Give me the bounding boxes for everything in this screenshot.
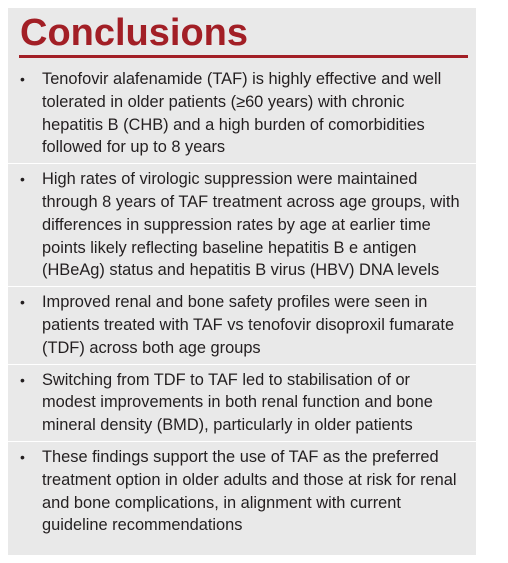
- conclusion-item-2: [8, 164, 476, 287]
- conclusion-item-3: [8, 287, 476, 364]
- bullet-icon: •: [20, 448, 25, 465]
- conclusion-item-4: [8, 365, 476, 442]
- conclusion-item-1: [8, 68, 476, 164]
- bullet-icon: •: [20, 371, 25, 388]
- section-title: Conclusions: [20, 12, 249, 54]
- conclusions-list: [8, 68, 476, 537]
- bullet-icon: •: [20, 171, 25, 188]
- conclusion-text: Tenofovir alafenamide (TAF) is highly effective and well tolerated in older patients (≥60 years) with chronic hepatitis B (CHB) and a high burden of comorbidities followed for up to 8 years: [42, 70, 442, 157]
- conclusions-panel: [8, 8, 476, 555]
- conclusion-text: These findings support the use of TAF as the preferred treatment option in older adults and those at risk for renal and bone complications, in alignment with current guideline recommendations: [42, 447, 457, 535]
- conclusion-text: Switching from TDF to TAF led to stabilisation of or modest improvements in both renal function and bone mineral density (BMD), particularly in older patients: [42, 370, 433, 435]
- bullet-icon: •: [20, 294, 25, 311]
- bullet-icon: •: [20, 71, 25, 87]
- title-divider: [19, 55, 468, 58]
- conclusion-text: High rates of virologic suppression were maintained through 8 years of TAF treatment across age groups, with differences in suppression rates by age at earlier time points likely reflecting baseline hepatitis B e antigen (HBeAg) status and hepatitis B virus (HBV) DNA levels: [42, 170, 460, 280]
- conclusion-item-5: [8, 442, 476, 537]
- conclusion-text: Improved renal and bone safety profiles were seen in patients treated with TAF vs tenofovir disoproxil fumarate (TDF) across both age groups: [42, 293, 455, 357]
